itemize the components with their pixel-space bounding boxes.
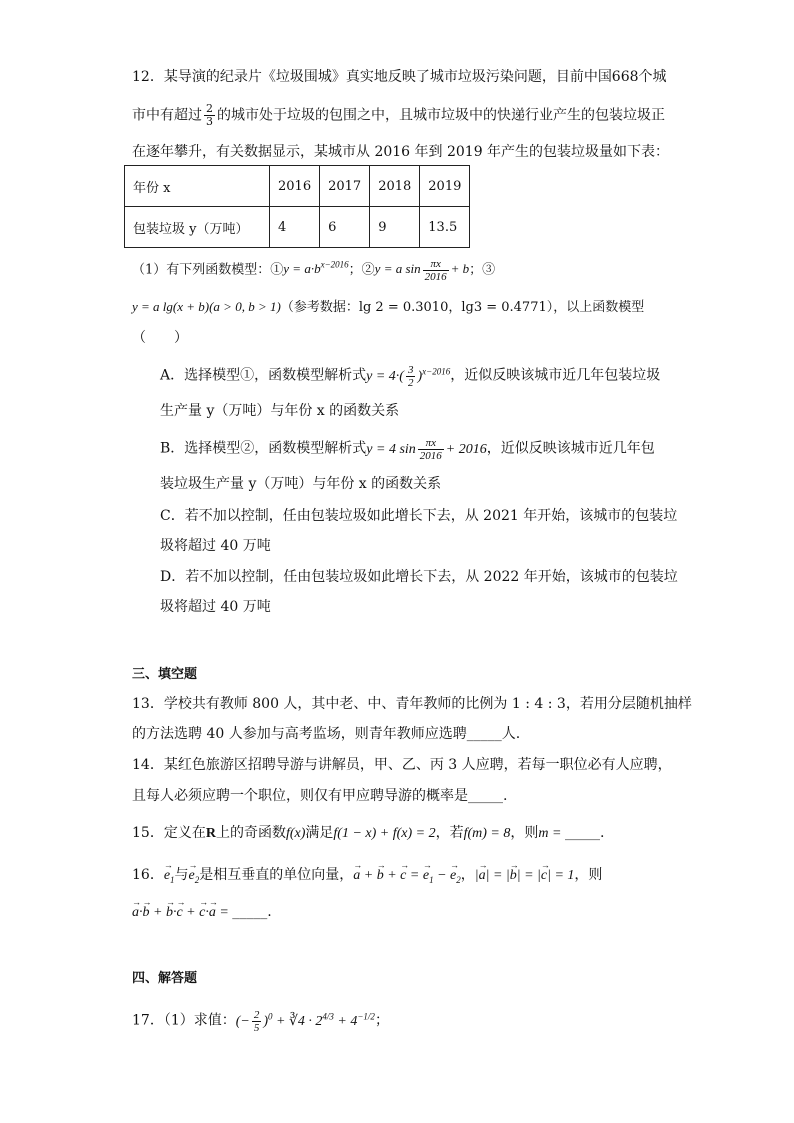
q14-line1: 14．某红色旅游区招聘导游与讲解员，甲、乙、丙 3 人应聘，若每一职位必有人应聘，: [132, 757, 672, 773]
table-cell: 4: [270, 207, 320, 248]
q13-line1: 13．学校共有教师 800 人，其中老、中、青年教师的比例为 1 : 4 : 3，若用分层随机抽样: [132, 696, 692, 712]
option-b-formula: y = 4 sin $\frac{\pi x}{2016}$ + 2016: [366, 437, 487, 462]
table-cell: 2017: [320, 166, 370, 207]
q12-model3-line: y = a lg(x + b)(a > 0, b > 1)（参考数据：lg 2 = 0.3010，lg3 = 0.4771），以上函数模型: [132, 299, 645, 315]
option-a-formula: y = 4·( $\frac{3}{2}$ )$^{x-2016}$: [366, 364, 451, 389]
option-b-line2: 装垃圾生产量 y（万吨）与年份 x 的函数关系: [160, 476, 442, 492]
model-3-formula: y = a lg(x + b)(a > 0, b > 1): [132, 299, 281, 314]
q12-answer-paren: （ ）: [132, 330, 188, 346]
option-a-line2: 生产量 y（万吨）与年份 x 的函数关系: [160, 403, 400, 419]
section-answer-title: 四、解答题: [132, 971, 198, 986]
q15-line: 15．定义在R上的奇函数f(x)满足f(1 − x) + f(x) = 2，若f(m) = 8，则m = _____.: [132, 825, 605, 841]
option-b-line1[interactable]: B．选择模型②，函数模型解析式y = 4 sin $\frac{\pi x}{2016}$ + 2016，近似反映该城市近几年包: [160, 437, 655, 462]
table-row: [125, 207, 470, 248]
q14-line2: 且每人必须应聘一个职位，则仅有甲应聘导游的概率是_____.: [132, 788, 508, 804]
q17-expression: (− $\frac{2}{5}$ )$^0$ + ∛4 · $2^{4/3} + 4^{-1/2}$: [235, 1009, 375, 1034]
table-cell: 9: [370, 207, 420, 248]
q12-models-line: （1）有下列函数模型：①y = $a\cdot b^{x-2016}$；②y = a sin $\frac{\pi x}{2016}$ + b；③: [132, 258, 496, 283]
q16-line2: → a·→ b + → b·→ c + → c·→ a = _____.: [132, 902, 272, 923]
option-d-line1[interactable]: D．若不加以控制，任由包装垃圾如此增长下去，从 2022 年开始，该城市的包装垃: [160, 569, 678, 585]
table-cell: 2016: [270, 166, 320, 207]
q12-line2: 市中有超过 $\frac{2}{3}$ 的城市处于垃圾的包围之中，且城市垃圾中的快递行业产生的包装垃圾正: [132, 102, 665, 128]
option-d-line2: 圾将超过 40 万吨: [160, 599, 271, 615]
q16-line1: 16．→ $e_1$与→ $e_2$是相互垂直的单位向量，→ a + → b + → c = → $e_1$ − → $e_2$，|→ a| = |→ b| = |→ c| = 1，则: [132, 865, 602, 886]
packaging-waste-table: [124, 165, 470, 248]
table-header-waste: 包装垃圾 y（万吨）: [125, 207, 270, 248]
table-cell: 2019: [420, 166, 470, 207]
option-c-line2: 圾将超过 40 万吨: [160, 538, 271, 554]
option-c-line1[interactable]: C．若不加以控制，任由包装垃圾如此增长下去，从 2021 年开始，该城市的包装垃: [160, 508, 678, 524]
table-cell: 6: [320, 207, 370, 248]
section-fill-in-title: 三、填空题: [132, 667, 198, 682]
model-1-formula: $y = a\cdot b^{x-2016}$: [283, 260, 349, 277]
table-cell: 2018: [370, 166, 420, 207]
table-cell: 13.5: [420, 207, 470, 248]
option-a-line1[interactable]: A．选择模型①，函数模型解析式y = 4·( $\frac{3}{2}$ )$^{x-2016}$，近似反映该城市近几年包装垃圾: [160, 364, 661, 389]
model-2-formula: y = a sin $\frac{\pi x}{2016}$ + b: [374, 258, 470, 283]
q12-line3: 在逐年攀升，有关数据显示，某城市从 2016 年到 2019 年产生的包装垃圾量如下表：: [132, 144, 670, 160]
q12-line1: 12．某导演的纪录片《垃圾围城》真实地反映了城市垃圾污染问题，目前中国668个城: [132, 69, 667, 85]
table-row: [125, 166, 470, 207]
q13-line2: 的方法选聘 40 人参加与高考监场，则青年教师应选聘_____人.: [132, 726, 521, 742]
fraction-two-thirds: $\frac{2}{3}$: [206, 102, 213, 128]
q17-line: 17．（1）求值：(− $\frac{2}{5}$ )$^0$ + ∛4 · $2^{4/3} + 4^{-1/2}$；: [132, 1009, 389, 1034]
table-header-year: 年份 x: [125, 166, 270, 207]
